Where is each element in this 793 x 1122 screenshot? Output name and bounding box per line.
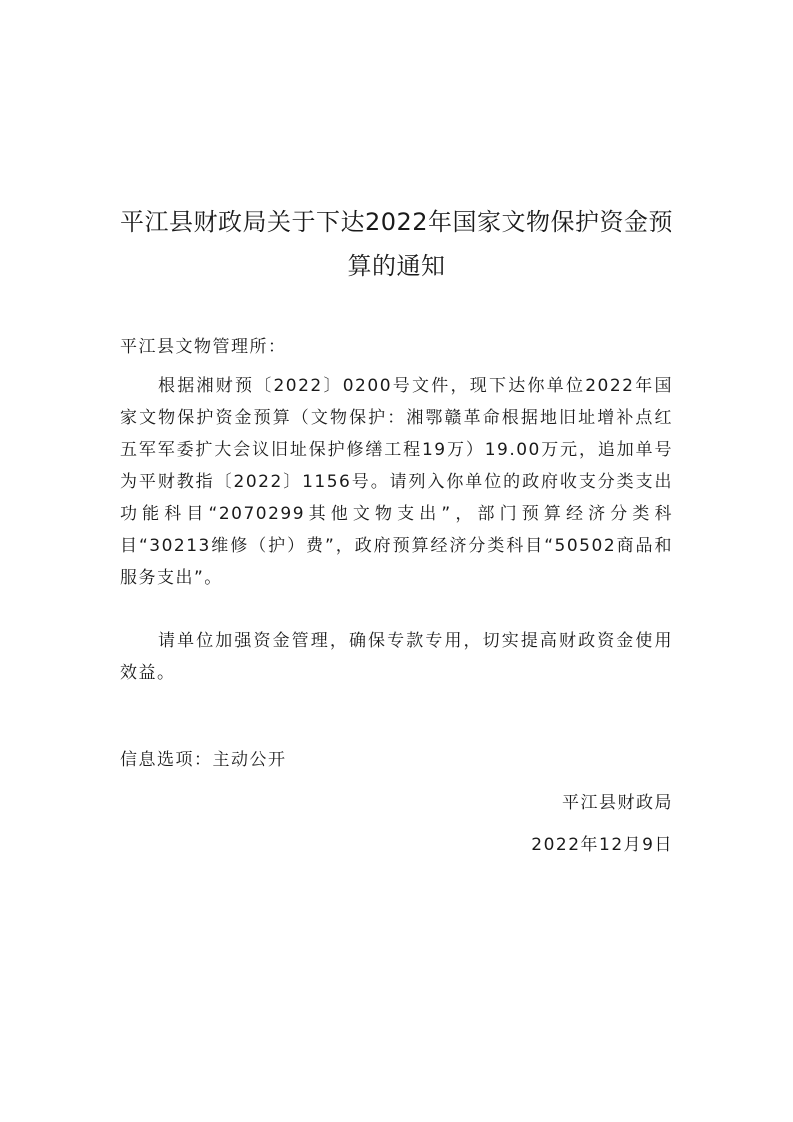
signature-date: 2022年12月9日 xyxy=(531,835,673,855)
salutation: 平江县文物管理所： xyxy=(120,337,287,357)
signature-organization: 平江县财政局 xyxy=(562,793,673,813)
body-paragraph-2: 请单位加强资金管理，确保专款专用，切实提高财政资金使用效益。 xyxy=(120,631,673,683)
body-paragraph-1: 根据湘财预〔2022〕0200号文件，现下达你单位2022年国家文物保护资金预算（文物保护：湘鄂赣革命根据地旧址增补点红五军军委扩大会议旧址保护修缮工程19万）19.00万元，追加单号为平财教指〔2022〕1156号。请列入你单位的政府收支分类支出功能科目“2070299其他文物支出”，部门预算经济分类科目“30213维修（护）费”，政府预算经济分类科目“50502商品和服务支出”。 xyxy=(120,376,673,588)
disclosure-option: 信息选项：主动公开 xyxy=(120,750,287,770)
document-title: 平江县财政局关于下达2022年国家文物保护资金预算的通知 xyxy=(119,208,674,280)
